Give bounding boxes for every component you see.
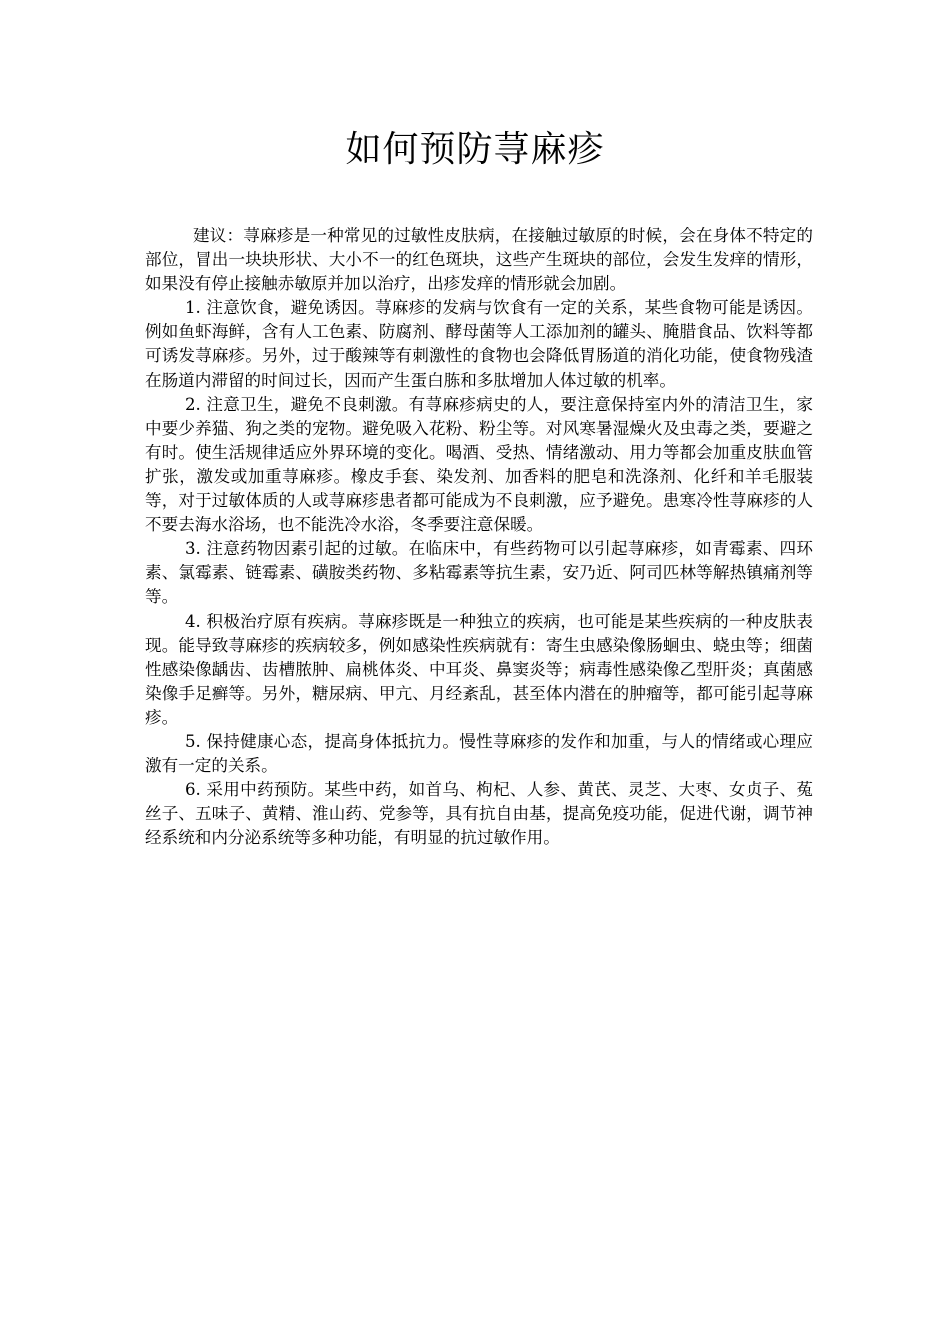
paragraph-intro: 建议：荨麻疹是一种常见的过敏性皮肤病，在接触过敏原的时候，会在身体不特定的部位，冒出一块块形状、大小不一的红色斑块，这些产生斑块的部位，会发生发痒的情形，如果没有停止接触赤敏原并加以治疗，出疹发痒的情形就会加剧。 xyxy=(145,226,813,294)
page-title: 如何预防荨麻疹 xyxy=(345,129,605,170)
document-body xyxy=(145,224,813,850)
paragraph-item-6-herbal: 6. 采用中药预防。某些中药，如首乌、枸杞、人参、黄芪、灵芝、大枣、女贞子、菟丝子、五味子、黄精、淮山药、党参等，具有抗自由基，提高免疫功能，促进代谢，调节神经系统和内分泌系统等多种功能，有明显的抗过敏作用。 xyxy=(145,780,813,848)
paragraph-item-3-drugs: 3. 注意药物因素引起的过敏。在临床中，有些药物可以引起荨麻疹，如青霉素、四环素、氯霉素、链霉素、磺胺类药物、多粘霉素等抗生素，安乃近、阿司匹林等解热镇痛剂等等。 xyxy=(145,539,813,607)
paragraph-item-1-diet: 1. 注意饮食，避免诱因。荨麻疹的发病与饮食有一定的关系，某些食物可能是诱因。例如鱼虾海鲜，含有人工色素、防腐剂、酵母菌等人工添加剂的罐头、腌腊食品、饮料等都可诱发荨麻疹。另外，过于酸辣等有刺激性的食物也会降低胃肠道的消化功能，使食物残渣在肠道内滞留的时间过长，因而产生蛋白胨和多肽增加人体过敏的机率。 xyxy=(145,298,813,390)
paragraph-item-5-mindset: 5. 保持健康心态，提高身体抵抗力。慢性荨麻疹的发作和加重，与人的情绪或心理应激有一定的关系。 xyxy=(145,731,813,776)
paragraph-item-4-diseases: 4. 积极治疗原有疾病。荨麻疹既是一种独立的疾病，也可能是某些疾病的一种皮肤表现。能导致荨麻疹的疾病较多，例如感染性疾病就有：寄生虫感染像肠蛔虫、蛲虫等；细菌性感染像龋齿、齿槽脓肿、扁桃体炎、中耳炎、鼻窦炎等；病毒性感染像乙型肝炎；真菌感染像手足癣等。另外，糖尿病、甲亢、月经紊乱，甚至体内潜在的肿瘤等，都可能引起荨麻疹。 xyxy=(145,611,813,727)
paragraph-item-2-hygiene: 2. 注意卫生，避免不良刺激。有荨麻疹病史的人，要注意保持室内外的清洁卫生，家中要少养猫、狗之类的宠物。避免吸入花粉、粉尘等。对风寒暑湿燥火及虫毒之类，要避之有时。使生活规律适应外界环境的变化。喝酒、受热、情绪激动、用力等都会加重皮肤血管扩张，激发或加重荨麻疹。橡皮手套、染发剂、加香料的肥皂和洗涤剂、化纤和羊毛服装等，对于过敏体质的人或荨麻疹患者都可能成为不良刺激，应予避免。患寒冷性荨麻疹的人不要去海水浴场，也不能洗冷水浴，冬季要注意保暖。 xyxy=(145,394,813,535)
